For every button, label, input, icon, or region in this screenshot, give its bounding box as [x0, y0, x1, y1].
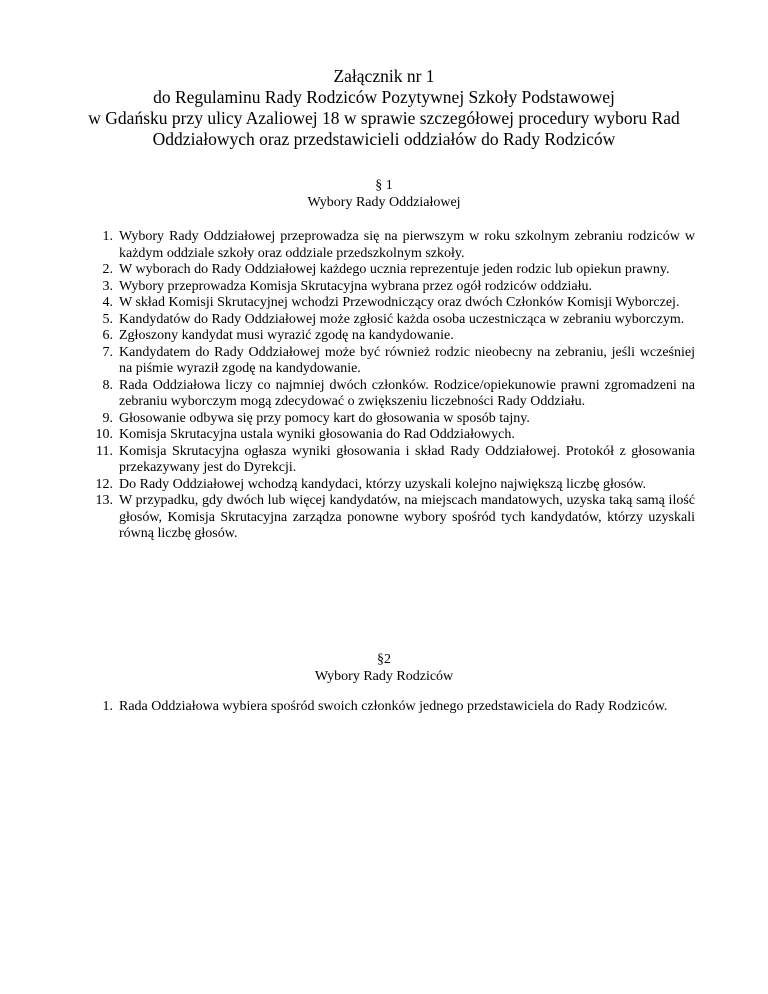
section-2-list [97, 699, 695, 716]
document-title [0, 66, 768, 150]
list-item [97, 699, 695, 716]
section-2-title: Wybory Rady Rodziców [314, 669, 454, 684]
title-line-1: Załącznik nr 1 [333, 66, 435, 86]
list-item [97, 493, 695, 543]
list-item-number: 3. [102, 278, 113, 294]
list-item-text: Kandydatem do Rady Oddziałowej może być również rodzic nieobecny na zebraniu, jeśli wcześniej na piśmie wyraził zgodę na kandydowanie. [119, 344, 695, 376]
list-item [97, 262, 695, 279]
list-item-text: Do Rady Oddziałowej wchodzą kandydaci, którzy uzyskali kolejno największą liczbę głosów. [119, 476, 647, 492]
list-item [97, 345, 695, 378]
section-1-title: Wybory Rady Oddziałowej [307, 195, 461, 210]
section-2-heading [0, 651, 768, 685]
list-item-text: Wybory Rady Oddziałowej przeprowadza się na pierwszym w roku szkolnym zebraniu rodziców w każdym oddziale szkoły oraz oddziale przedszkolnym szkoły. [119, 229, 695, 261]
list-item-number: 6. [102, 328, 113, 343]
list-item-number: 4. [102, 295, 113, 310]
list-item-text: Komisja Skrutacyjna ustala wyniki głosowania do Rad Oddziałowych. [119, 427, 515, 442]
title-line-2: do Regulaminu Rady Rodziców Pozytywnej Szkoły Podstawowej [153, 87, 615, 107]
section-1-symbol: § 1 [375, 178, 393, 193]
list-item [97, 279, 695, 296]
list-item [97, 411, 695, 428]
list-item-number: 1. [102, 699, 113, 714]
list-item-number: 5. [102, 311, 113, 327]
list-item-number: 9. [102, 410, 113, 426]
list-item-number: 8. [102, 377, 113, 393]
list-item-number: 13. [95, 493, 113, 508]
list-item-text: W skład Komisji Skrutacyjnej wchodzi Przewodniczący oraz dwóch Członków Komisji Wyborczej. [119, 295, 680, 310]
list-item [97, 328, 695, 345]
list-item-text: W wyborach do Rady Oddziałowej każdego ucznia reprezentuje jeden rodzic lub opiekun prawny. [119, 262, 670, 277]
list-item-number: 10. [95, 427, 113, 442]
list-item-text: Komisja Skrutacyjna ogłasza wyniki głosowania i skład Rady Oddziałowej. Protokół z głosowania przekazywany jest do Dyrekcji. [119, 443, 695, 475]
title-line-4: Oddziałowych oraz przedstawicieli oddziałów do Rady Rodziców [152, 129, 616, 149]
list-item-text: Zgłoszony kandydat musi wyrazić zgodę na kandydowanie. [119, 328, 454, 343]
list-item-number: 11. [96, 443, 113, 459]
list-item [97, 444, 695, 477]
list-item-number: 12. [95, 476, 113, 492]
list-item [97, 229, 695, 262]
list-item [97, 312, 695, 329]
list-item-text: Wybory przeprowadza Komisja Skrutacyjna wybrana przez ogół rodziców oddziału. [119, 278, 593, 294]
list-item-number: 2. [102, 262, 113, 277]
section-2-symbol: §2 [377, 652, 391, 667]
list-item-text: Głosowanie odbywa się przy pomocy kart do głosowania w sposób tajny. [119, 410, 530, 426]
title-line-3: w Gdańsku przy ulicy Azaliowej 18 w sprawie szczegółowej procedury wyboru Rad [88, 108, 680, 128]
list-item [97, 378, 695, 411]
section-1-list [97, 229, 695, 543]
list-item-text: Rada Oddziałowa wybiera spośród swoich członków jednego przedstawiciela do Rady Rodziców. [119, 699, 668, 714]
list-item-number: 1. [102, 229, 113, 244]
list-item [97, 477, 695, 494]
list-item-text: Rada Oddziałowa liczy co najmniej dwóch członków. Rodzice/opiekunowie prawni zgromadzeni na zebraniu wyborczym mogą zdecydować o zwiększeniu liczebności Rady Oddziału. [119, 377, 695, 409]
list-item [97, 295, 695, 312]
list-item [97, 427, 695, 444]
list-item-text: Kandydatów do Rady Oddziałowej może zgłosić każda osoba uczestnicząca w zebraniu wyborczym. [119, 311, 685, 327]
list-item-number: 7. [102, 344, 113, 360]
list-item-text: W przypadku, gdy dwóch lub więcej kandydatów, na miejscach mandatowych, uzyska taką samą ilość głosów, Komisja Skrutacyjna zarządza ponowne wybory spośród tych kandydatów, którzy uzyskali równą liczbę głosów. [119, 493, 695, 541]
section-1-heading [0, 177, 768, 211]
